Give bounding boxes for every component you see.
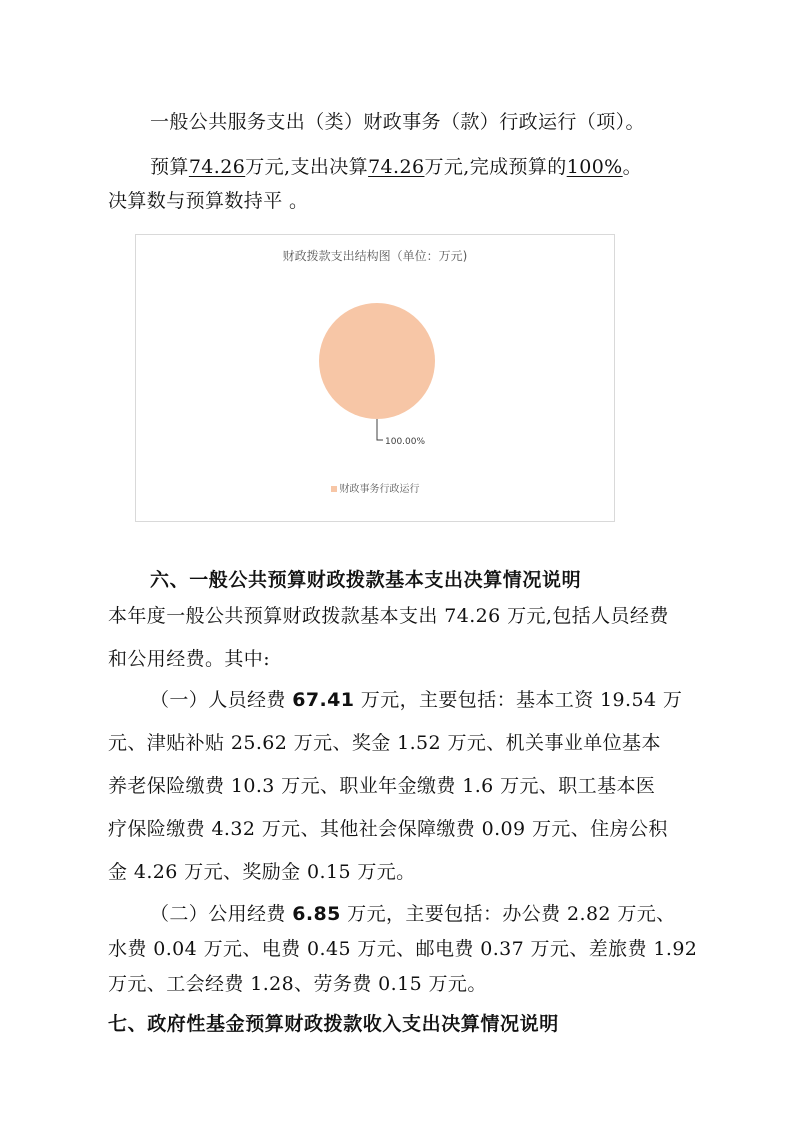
public-line-1 [150, 902, 740, 926]
personnel-rest: 万元，主要包括：基本工资 19.54 万 [354, 689, 683, 711]
section-6-heading [150, 568, 740, 592]
budget-prefix: 预算 [150, 156, 189, 178]
personnel-line-3 [108, 774, 698, 798]
balance-text: 决算数与预算数持平 。 [108, 190, 309, 212]
public-label: （二）公用经费 [150, 903, 293, 925]
legend-swatch [331, 486, 337, 492]
paragraph-item-title [150, 110, 740, 134]
budget-value: 74.26 [188, 156, 246, 178]
actual-value: 74.26 [368, 156, 425, 178]
pie-chart-svg [136, 235, 614, 521]
section-6-intro-line-2 [108, 647, 698, 671]
personnel-label: （一）人员经费 [150, 689, 293, 711]
chart-title: 财政拨款支出结构图（单位：万元) [282, 249, 468, 263]
pie-chart [135, 234, 615, 522]
pie-data-label: 100.00% [385, 437, 426, 447]
public-line-3 [108, 972, 698, 996]
budget-mid: 万元,支出决算 [245, 156, 369, 178]
legend-label: 财政事务行政运行 [339, 484, 420, 495]
personnel-line-5 [108, 860, 698, 884]
section-6-intro-line-1 [108, 604, 698, 628]
section-7-heading-text: 七、政府性基金预算财政拨款收入支出决算情况说明 [108, 1013, 559, 1035]
personnel-text-3: 养老保险缴费 10.3 万元、职业年金缴费 1.6 万元、职工基本医 [108, 775, 656, 797]
paragraph-balance [108, 189, 698, 213]
public-text-2: 水费 0.04 万元、电费 0.45 万元、邮电费 0.37 万元、差旅费 1.92 [108, 938, 698, 960]
personnel-amount: 67.41 [292, 689, 355, 711]
personnel-text-2: 元、津贴补贴 25.62 万元、奖金 1.52 万元、机关事业单位基本 [108, 732, 661, 754]
personnel-line-1 [150, 688, 740, 712]
personnel-text-5: 金 4.26 万元、奖励金 0.15 万元。 [108, 861, 416, 883]
public-amount: 6.85 [292, 903, 341, 925]
budget-end: 。 [622, 156, 643, 178]
public-rest: 万元，主要包括：办公费 2.82 万元、 [340, 903, 676, 925]
section-6-heading-text: 六、一般公共预算财政拨款基本支出决算情况说明 [150, 569, 582, 591]
item-title-text: 一般公共服务支出（类）财政事务（款）行政运行（项）。 [150, 111, 645, 133]
completion-pct: 100% [566, 156, 623, 178]
intro-text-1: 本年度一般公共预算财政拨款基本支出 74.26 万元,包括人员经费 [108, 605, 669, 627]
paragraph-budget [150, 155, 740, 179]
public-text-3: 万元、工会经费 1.28、劳务费 0.15 万元。 [108, 973, 487, 995]
personnel-text-4: 疗保险缴费 4.32 万元、其他社会保障缴费 0.09 万元、住房公积 [108, 818, 668, 840]
data-label-leader-line [377, 419, 383, 440]
personnel-line-4 [108, 817, 698, 841]
section-7-heading [108, 1012, 698, 1036]
intro-text-2: 和公用经费。其中: [108, 648, 271, 670]
chart-legend [136, 480, 614, 495]
pie-slice [319, 303, 435, 419]
personnel-line-2 [108, 731, 698, 755]
budget-mid2: 万元,完成预算的 [424, 156, 567, 178]
public-line-2 [108, 937, 698, 961]
